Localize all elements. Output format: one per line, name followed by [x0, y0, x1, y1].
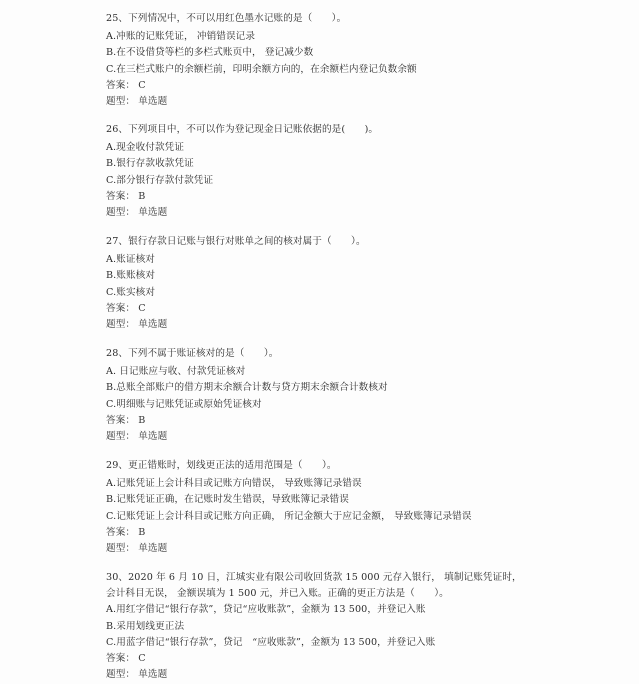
option-c: C.用蓝字借记“银行存款”，贷记 “应收账款”，金额为 13 500，并登记入账: [106, 636, 436, 648]
answer-line: 答案： B: [106, 190, 146, 202]
option-a: A.冲账的记账凭证， 冲销错误记录: [106, 31, 256, 43]
question-30: [106, 570, 606, 683]
answer-line: 答案： B: [106, 414, 146, 426]
question-type-line: 题型： 单选题: [106, 430, 168, 442]
question-29: [106, 458, 606, 557]
option-b: B.银行存款收款凭证: [106, 158, 194, 170]
option-a: A.账证核对: [106, 254, 155, 266]
question-type-line: 题型： 单选题: [106, 542, 168, 554]
question-stem-continued: 会计科目无误， 金额误填为 1 500 元，并已入账。正确的更正方法是（ ）。: [106, 588, 449, 600]
question-type-line: 题型： 单选题: [106, 95, 168, 107]
option-c: C.部分银行存款付款凭证: [106, 174, 214, 186]
question-stem: 27、银行存款日记账与银行对账单之间的核对属于（ ）。: [106, 236, 366, 247]
question-27: [106, 234, 606, 333]
option-b: B.账账核对: [106, 270, 156, 282]
option-b: B.记账凭证正确，在记账时发生错误，导致账簿记录错误: [106, 494, 349, 506]
question-stem: 26、下列项目中，不可以作为登记现金日记账依据的是( )。: [106, 124, 379, 135]
option-a: A.用红字借记“银行存款”，贷记“应收账款”，金额为 13 500，并登记入账: [106, 604, 426, 616]
question-type-line: 题型： 单选题: [106, 669, 168, 681]
question-stem: 25、下列情况中，不可以用红色墨水记账的是（ ）。: [106, 13, 347, 24]
question-stem: 28、下列不属于账证核对的是（ ）。: [106, 348, 279, 359]
option-a: A.现金收付款凭证: [106, 142, 185, 154]
question-26: [106, 122, 606, 221]
question-type-line: 题型： 单选题: [106, 318, 168, 330]
option-a: A.记账凭证上会计科目或记账方向错误， 导致账簿记录错误: [106, 478, 362, 490]
answer-line: 答案： C: [106, 79, 146, 91]
question-stem: 30、2020 年 6 月 10 日，江城实业有限公司收回货款 15 000 元存入银行， 填制记账凭证时，: [106, 572, 522, 583]
option-a: A. 日记账应与收、付款凭证核对: [106, 366, 246, 378]
answer-line: 答案： C: [106, 302, 146, 314]
question-25: [106, 11, 606, 110]
option-b: B.总账全部账户的借方期末余额合计数与贷方期末余额合计数核对: [106, 382, 388, 394]
option-c: C.明细账与记账凭证或原始凭证核对: [106, 398, 262, 410]
option-b: B.在不设借贷等栏的多栏式账页中， 登记减少数: [106, 47, 314, 59]
option-b: B.采用划线更正法: [106, 620, 185, 632]
option-c: C.记账凭证上会计科目或记账方向正确， 所记金额大于应记金额， 导致账簿记录错误: [106, 510, 472, 522]
option-c: C.账实核对: [106, 286, 156, 298]
question-type-line: 题型： 单选题: [106, 206, 168, 218]
question-stem: 29、更正错账时，划线更正法的适用范围是（ ）。: [106, 460, 337, 471]
question-28: [106, 346, 606, 445]
answer-line: 答案： B: [106, 526, 146, 538]
option-c: C.在三栏式账户的余额栏前，印明余额方向的，在余额栏内登记负数余额: [106, 63, 417, 75]
answer-line: 答案： C: [106, 652, 146, 664]
